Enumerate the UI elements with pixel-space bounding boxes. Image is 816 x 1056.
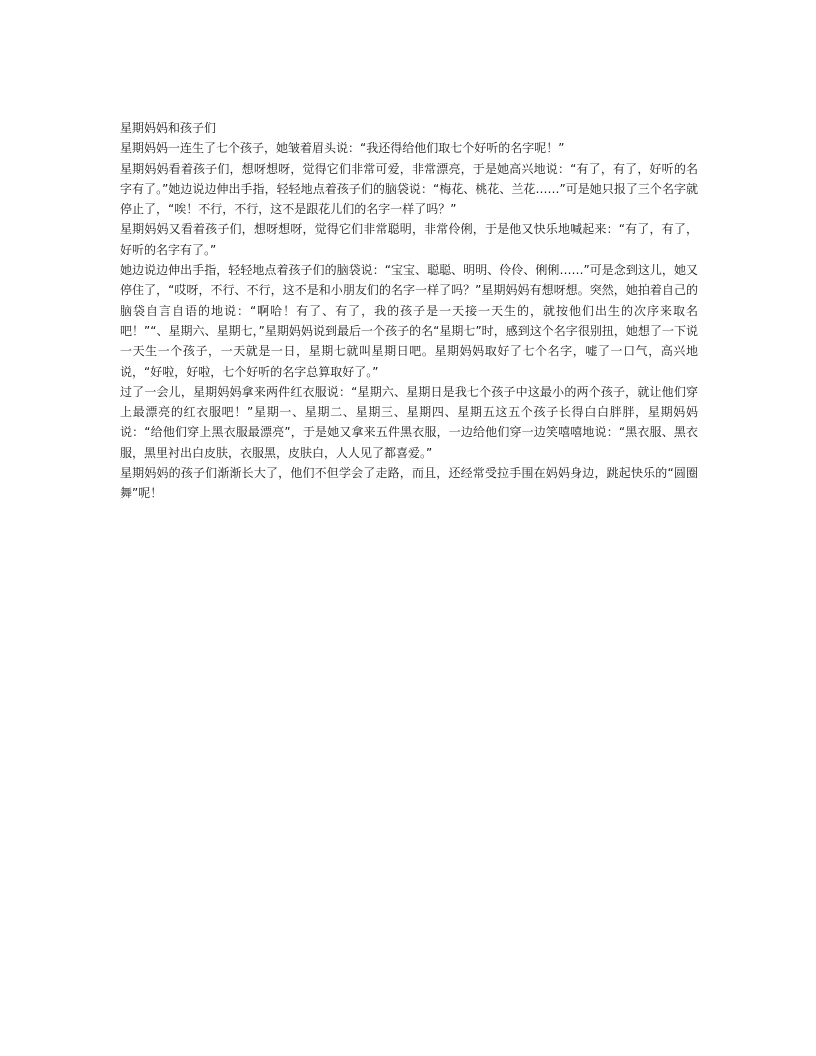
document-page: [120, 118, 698, 504]
paragraph-4: 她边说边伸出手指，轻轻地点着孩子们的脑袋说：“宝宝、聪聪、明明、伶伶、俐俐……”可是念到这儿，她又停住了，“哎呀，不行、不行，这不是和小朋友们的名字一样了吗？”星期妈妈有想呀想。突然，她拍着自己的脑袋自言自语的地说：“啊哈！有了、有了，我的孩子是一天接一天生的，就按他们出生的次序来取名吧！”“、星期六、星期七，”星期妈妈说到最后一个孩子的名“星期七”时，感到这个名字很别扭，她想了一下说一天生一个孩子，一天就是一日，星期七就叫星期日吧。星期妈妈取好了七个名字，嘘了一口气，高兴地说，“好啦，好啦，七个好听的名字总算取好了。”: [120, 263, 698, 379]
paragraph-6: 星期妈妈的孩子们渐渐长大了，他们不但学会了走路，而且，还经常受拉手围在妈妈身边，跳起快乐的“圆圈舞”呢！: [120, 466, 698, 501]
paragraph-3: 星期妈妈又看着孩子们，想呀想呀，觉得它们非常聪明，非常伶俐，于是他又快乐地喊起来：“有了，有了，好听的名字有了。”: [120, 222, 698, 257]
paragraph-2: 星期妈妈看着孩子们，想呀想呀，觉得它们非常可爱，非常漂亮，于是她高兴地说：“有了，有了，好听的名字有了。”她边说边伸出手指，轻轻地点着孩子们的脑袋说：“梅花、桃花、兰花……”可是她只报了三个名字就停止了，“唉！不行，不行，这不是跟花儿们的名字一样了吗？”: [120, 161, 698, 217]
paragraph-5: 过了一会儿，星期妈妈拿来两件红衣服说：“星期六、星期日是我七个孩子中这最小的两个孩子，就让他们穿上最漂亮的红衣服吧！”星期一、星期二、星期三、星期四、星期五这五个孩子长得白白胖胖，星期妈妈说：“给他们穿上黑衣服最漂亮”，于是她又拿来五件黑衣服，一边给他们穿一边笑嘻嘻地说：“黑衣服、黑衣服，黑里衬出白皮肤，衣服黑，皮肤白，人人见了都喜爱。”: [120, 384, 698, 460]
paragraph-1: 星期妈妈一连生了七个孩子，她皱着眉头说：“我还得给他们取七个好听的名字呢！”: [120, 141, 565, 156]
document-title: 星期妈妈和孩子们: [120, 121, 217, 135]
